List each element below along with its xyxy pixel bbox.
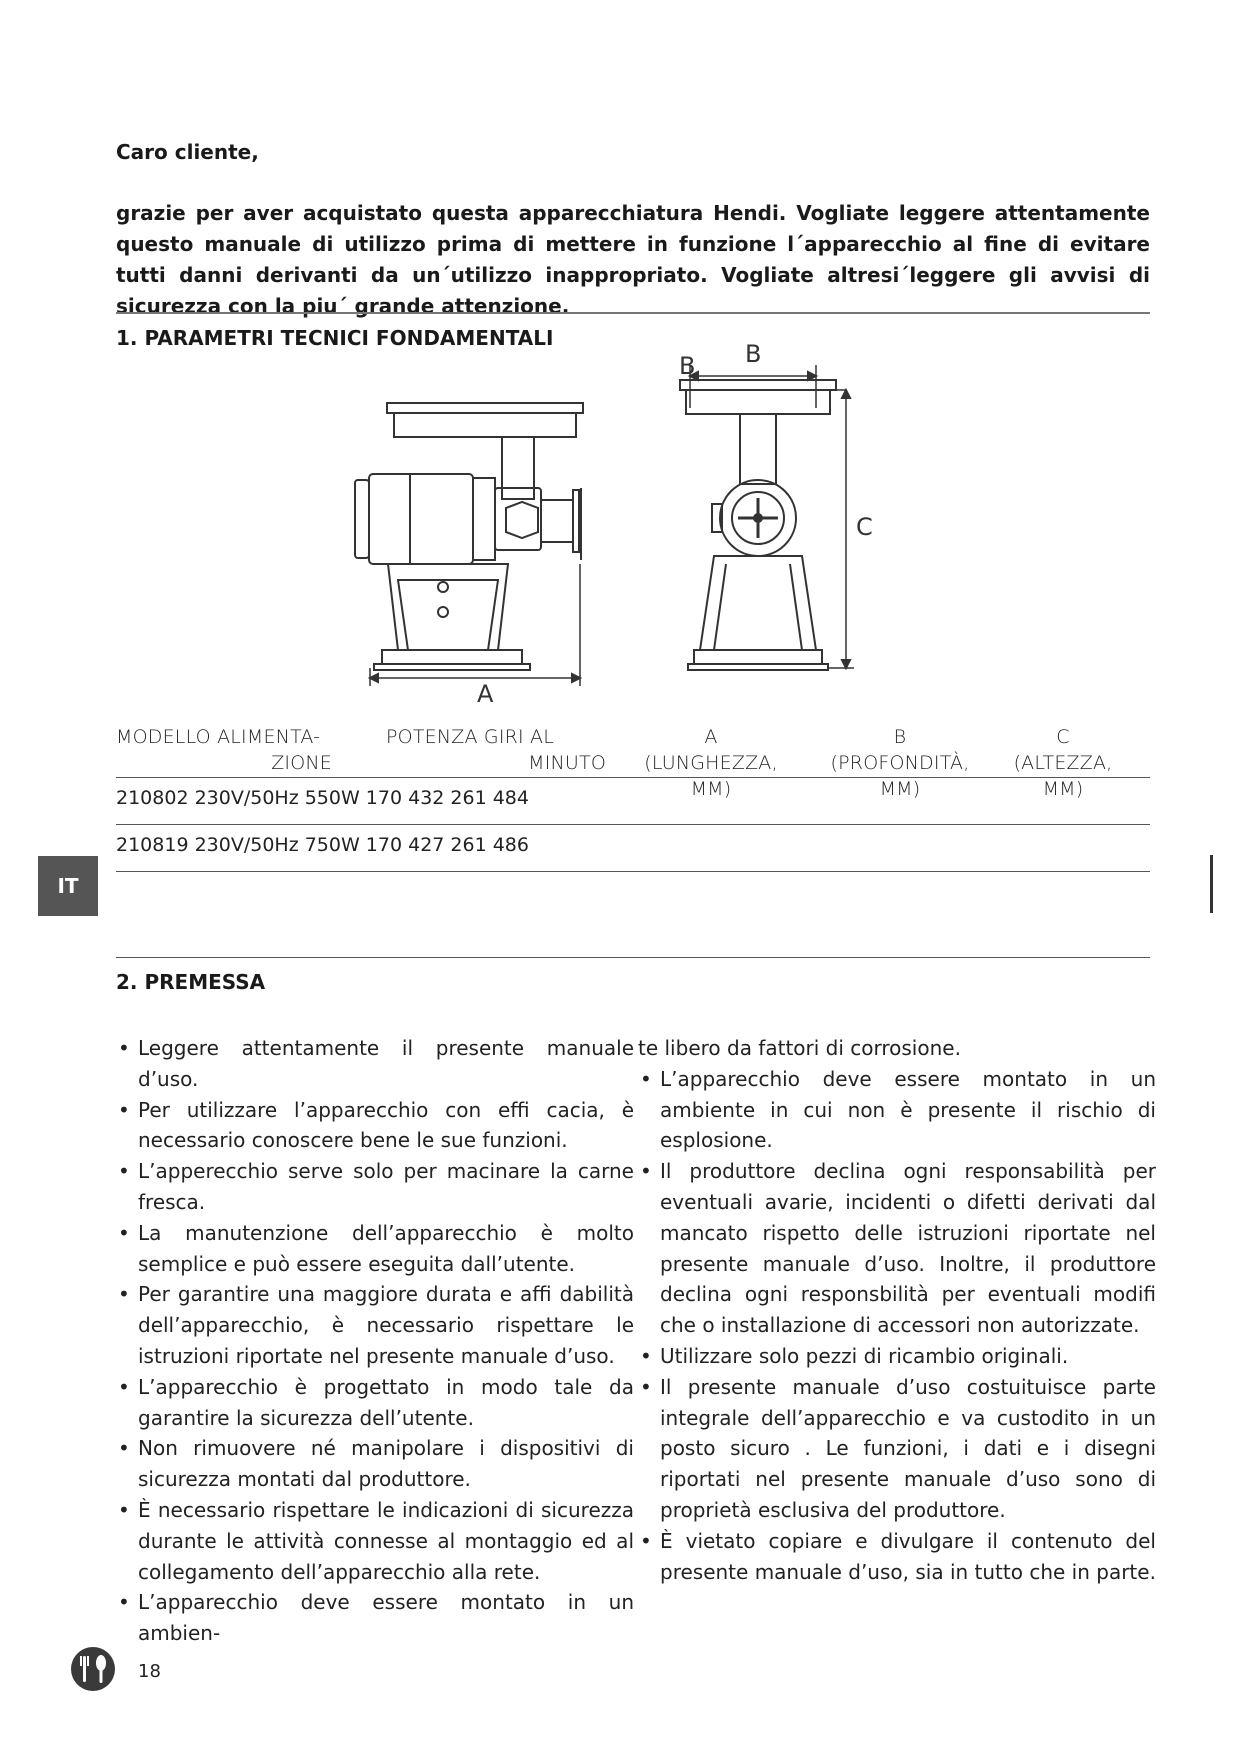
table-divider	[116, 777, 1150, 778]
header-line: MINUTO	[528, 752, 606, 774]
cutlery-logo-icon	[70, 1646, 116, 1692]
premessa-right-column	[638, 1033, 1156, 1587]
margin-mark	[1210, 855, 1213, 913]
header-line: (LUNGHEZZA, MM)	[644, 752, 778, 800]
header-line: A	[704, 726, 718, 748]
intro-paragraph: grazie per aver acquistato questa apparecchiatura Hendi. Vogliate leggere attentamente questo manuale di utilizzo prima di mettere in funzione l´apparecchio al fine di evitare tutti danni derivanti da un´utilizzo inappropriato. Vogliate altresi´leggere gli avvisi di sicurezza con la piu´ grande attenzione.	[116, 201, 1150, 318]
language-tab: IT	[38, 856, 98, 916]
page-number: 18	[138, 1661, 161, 1682]
front-view	[680, 365, 854, 670]
section-2-title: 2. PREMESSA	[116, 970, 266, 994]
table-header-b	[815, 724, 985, 802]
list-item-continuation: te libero da fattori di corrosione.	[638, 1036, 961, 1060]
list-item: • Il presente manuale d’uso costuituisce parte integrale dell’apparecchio e va custodito in un posto sicuro . Le funzioni, i dati e i disegni riportati nel presente manuale d’uso sono di proprietà esclusiva del produttore.	[638, 1372, 1156, 1526]
list-item: • L’apparecchio deve essere montato in un ambiente in cui non è presente il rischio di esplosione.	[638, 1064, 1156, 1156]
list-item: • Per garantire una maggiore durata e affi dabilità dell’apparecchio, è necessario rispettare le istruzioni riportate nel presente manuale d’uso.	[116, 1279, 634, 1371]
table-header-c	[998, 724, 1128, 802]
table-row: 210802 230V/50Hz 550W 170 432 261 484	[116, 787, 529, 809]
dimension-label-b: B	[745, 340, 762, 368]
dimension-label-a: A	[477, 680, 494, 708]
side-view	[355, 403, 583, 686]
header-line: C	[1056, 726, 1070, 748]
header-line: MODELLO ALIMENTA-	[116, 726, 321, 748]
divider	[116, 312, 1150, 314]
table-header-model	[116, 724, 356, 776]
dimension-label-c: C	[856, 513, 873, 541]
header-line: ZIONE	[271, 752, 332, 774]
premessa-left-column	[116, 1033, 634, 1649]
header-line: B	[893, 726, 907, 748]
list-item: • L’apparecchio è progettato in modo tale da garantire la sicurezza dell’utente.	[116, 1372, 634, 1434]
table-header-a	[636, 724, 786, 802]
section-1-title: 1. PARAMETRI TECNICI FONDAMENTALI	[116, 326, 554, 350]
meat-grinder-diagram	[350, 340, 900, 708]
header-line: (PROFONDITÀ, MM)	[830, 752, 970, 800]
list-item: • Il produttore declina ogni responsabilità per eventuali avarie, incidenti o difetti derivati dal mancato rispetto delle istruzioni riportate nel presente manuale d’uso. Inoltre, il produttore declina ogni responsbilità per eventuali modifi che o installazione di accessori non autorizzate.	[638, 1156, 1156, 1341]
list-item: • Leggere attentamente il presente manuale d’uso.	[116, 1033, 634, 1095]
list-item: • Non rimuovere né manipolare i dispositivi di sicurezza montati dal produttore.	[116, 1433, 634, 1495]
list-item: • L’apparecchio deve essere montato in un ambien-	[116, 1587, 634, 1649]
divider	[116, 957, 1150, 958]
list-item: • L’apperecchio serve solo per macinare la carne fresca.	[116, 1156, 634, 1218]
list-item: • La manutenzione dell’apparecchio è molto semplice e può essere eseguita dall’utente.	[116, 1218, 634, 1280]
list-item: • È necessario rispettare le indicazioni di sicurezza durante le attività connesse al montaggio ed al collegamento dell’apparecchio alla rete.	[116, 1495, 634, 1587]
dimension-label-b-top: B	[679, 352, 696, 380]
list-item: • Utilizzare solo pezzi di ricambio originali.	[638, 1341, 1156, 1372]
table-divider	[116, 871, 1150, 872]
list-item: • Per utilizzare l’apparecchio con effi cacia, è necessario conoscere bene le sue funzioni.	[116, 1095, 634, 1157]
greeting: Caro cliente,	[116, 140, 259, 164]
header-line: POTENZA GIRI AL	[386, 726, 555, 748]
table-divider	[116, 824, 1150, 825]
table-header-power	[386, 724, 606, 776]
list-item: • È vietato copiare e divulgare il contenuto del presente manuale d’uso, sia in tutto che in parte.	[638, 1526, 1156, 1588]
table-row: 210819 230V/50Hz 750W 170 427 261 486	[116, 834, 529, 856]
header-line: (ALTEZZA, MM)	[1013, 752, 1113, 800]
